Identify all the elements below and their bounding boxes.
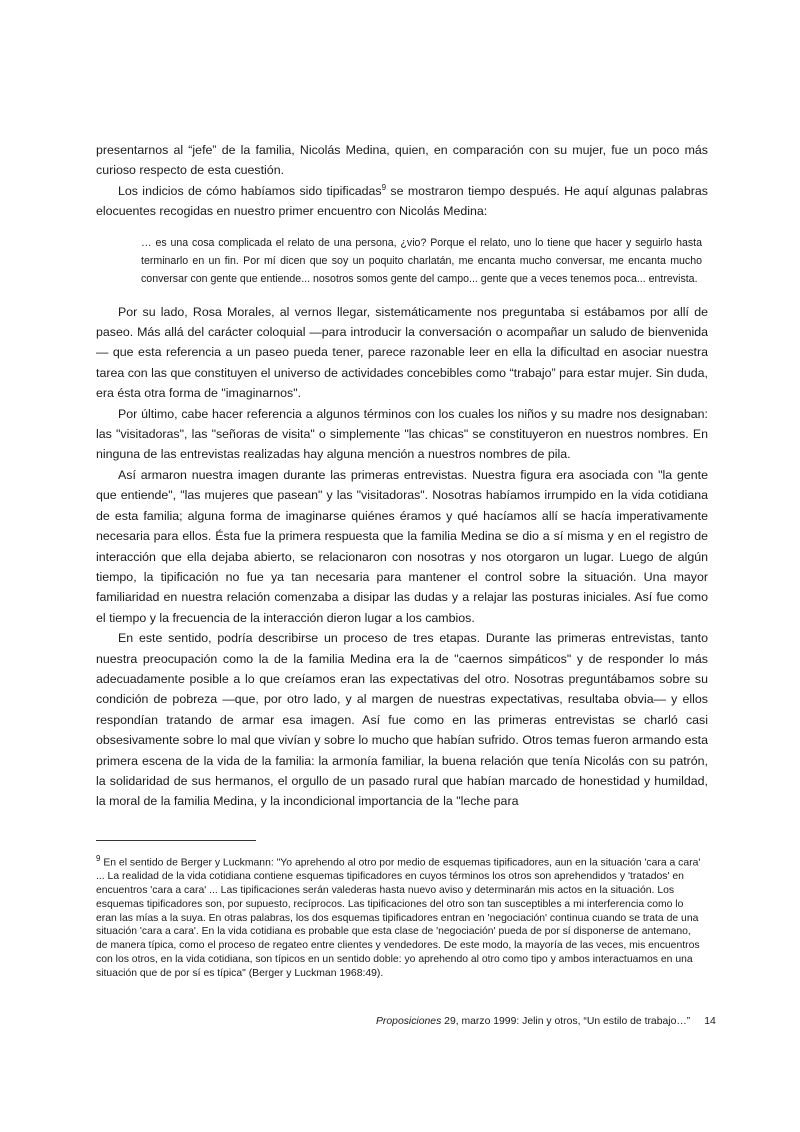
paragraph-text: Los indicios de cómo habíamos sido tipificadas (118, 183, 382, 198)
footnote (96, 852, 702, 981)
block-quote: … es una cosa complicada el relato de una persona, ¿vio? Porque el relato, uno lo tiene que hacer y seguirlo hasta terminarlo en un fin. Por mí dicen que soy un poquito charlatán, me encanta mucho conversar, me encanta mucho conversar con gente que entiende... nosotros somos gente del campo... gente que a veces tenemos poca... entrevista. (141, 236, 702, 285)
paragraph: Así armaron nuestra imagen durante las primeras entrevistas. Nuestra figura era asociada con "la gente que entiende", "las mujeres que pasean" y las "visitadoras". Nosotras habíamos irrumpido en la vida cotidiana de esta familia; alguna forma de imaginarse quiénes éramos y qué hacíamos allí se hacía imperativamente necesaria para ellos. Ésta fue la primera respuesta que la familia Medina se dio a sí misma y en el registro de interacción que ella dejaba abierto, se relacionaron con nosotras y nos otorgaron un lugar. Luego de algún tiempo, la tipificación no fue ya tan necesaria para mantener el control sobre la situación. Una mayor familiaridad en nuestra relación comenzaba a disipar las dudas y a relajar las posturas iniciales. Así fue como el tiempo y la frecuencia de la interacción dieron lugar a los cambios. (96, 467, 708, 625)
footer-citation: 29, marzo 1999: Jelin y otros, “Un estilo de trabajo…” (441, 1016, 691, 1027)
paragraph-text: se mostraron tiempo después. He aquí algunas palabras elocuentes recogidas en nuestro primer encuentro con Nicolás Medina: (96, 183, 708, 219)
journal-name: Proposiciones (376, 1016, 442, 1027)
paragraph (96, 181, 708, 222)
paragraph: presentarnos al “jefe” de la familia, Nicolás Medina, quien, en comparación con su mujer, fue un poco más curioso respecto de esta cuestión. (96, 143, 708, 178)
footnote-divider (96, 840, 256, 841)
page-footer (376, 1016, 716, 1027)
footnote-text: En el sentido de Berger y Luckmann: "Yo aprehendo al otro por medio de esquemas tipificadores, aun en la situación 'cara a cara' ... La realidad de la vida cotidiana contiene esquemas tipificadores en cuyos términos los otros son aprehendidos y 'tratados' en encuentros 'cara a cara' ... Las tipificaciones serán valederas hasta nuevo aviso y determinarán mis actos en la situación. Los esquemas tipificadores son, por supuesto, recíprocos. Las tipificaciones del otro son tan susceptibles a mi interferencia como lo eran las mías a la suya. En otras palabras, los dos esquemas tipificadores entran en 'negociación' continua cuando se trata de una situación 'cara a cara'. En la vida cotidiana es probable que esta clase de 'negociación' pueda de por sí disponerse de antemano, de manera típica, como el proceso de regateo entre clientes y vendedores. De este modo, la mayoría de las veces, mis encuentros con los otros, en la vida cotidiana, son típicos en un sentido doble: yo aprehendo al otro como tipo y ambos interactuamos en una situación que de por sí es típica" (Berger y Luckman 1968:49). (96, 857, 701, 979)
footnote-reference[interactable]: 9 (381, 182, 387, 192)
paragraph: En este sentido, podría describirse un proceso de tres etapas. Durante las primeras entrevistas, tanto nuestra preocupación como la de la familia Medina era la de "caernos simpáticos" y de responder lo más adecuadamente posible a lo que creíamos eran las expectativas del otro. Nosotras preguntábamos sobre su condición de pobreza —que, por otro lado, y al margen de nuestras expectativas, resultaba obvia— y ellos respondían tratando de armar esa imagen. Así fue como en las primeras entrevistas se charló casi obsesivamente sobre lo mal que vivían y sobre lo mucho que habían sufrido. Otros temas fueron armando esta primera escena de la vida de la familia: la armonía familiar, la buena relación que tenía Nicolás con su patrón, la solidaridad de sus hermanos, el orgullo de un pasado rural que habían marcado de honestidad y humildad, la moral de la familia Medina, y la incondicional importancia de la "leche para (96, 631, 708, 809)
page-number: 14 (704, 1016, 716, 1027)
paragraph: Por su lado, Rosa Morales, al vernos llegar, sistemáticamente nos preguntaba si estábamos por allí de paseo. Más allá del carácter coloquial —para introducir la conversación o acompañar un saludo de bienvenida— que esta referencia a un paseo pueda tener, parece razonable leer en ella la dificultad en asociar nuestra tarea con las que constituyen el universo de actividades concebibles como “trabajo” para estar mujer. Sin duda, era ésta otra forma de "imaginarnos". (96, 304, 708, 401)
footnote-number: 9 (96, 854, 101, 863)
paragraph: Por último, cabe hacer referencia a algunos términos con los cuales los niños y su madre nos designaban: las "visitadoras", las "señoras de visita" o simplemente "las chicas" se constituyeron en nuestros nombres. En ninguna de las entrevistas realizadas hay alguna mención a nuestros nombres de pila. (96, 406, 708, 462)
main-text (96, 140, 708, 812)
